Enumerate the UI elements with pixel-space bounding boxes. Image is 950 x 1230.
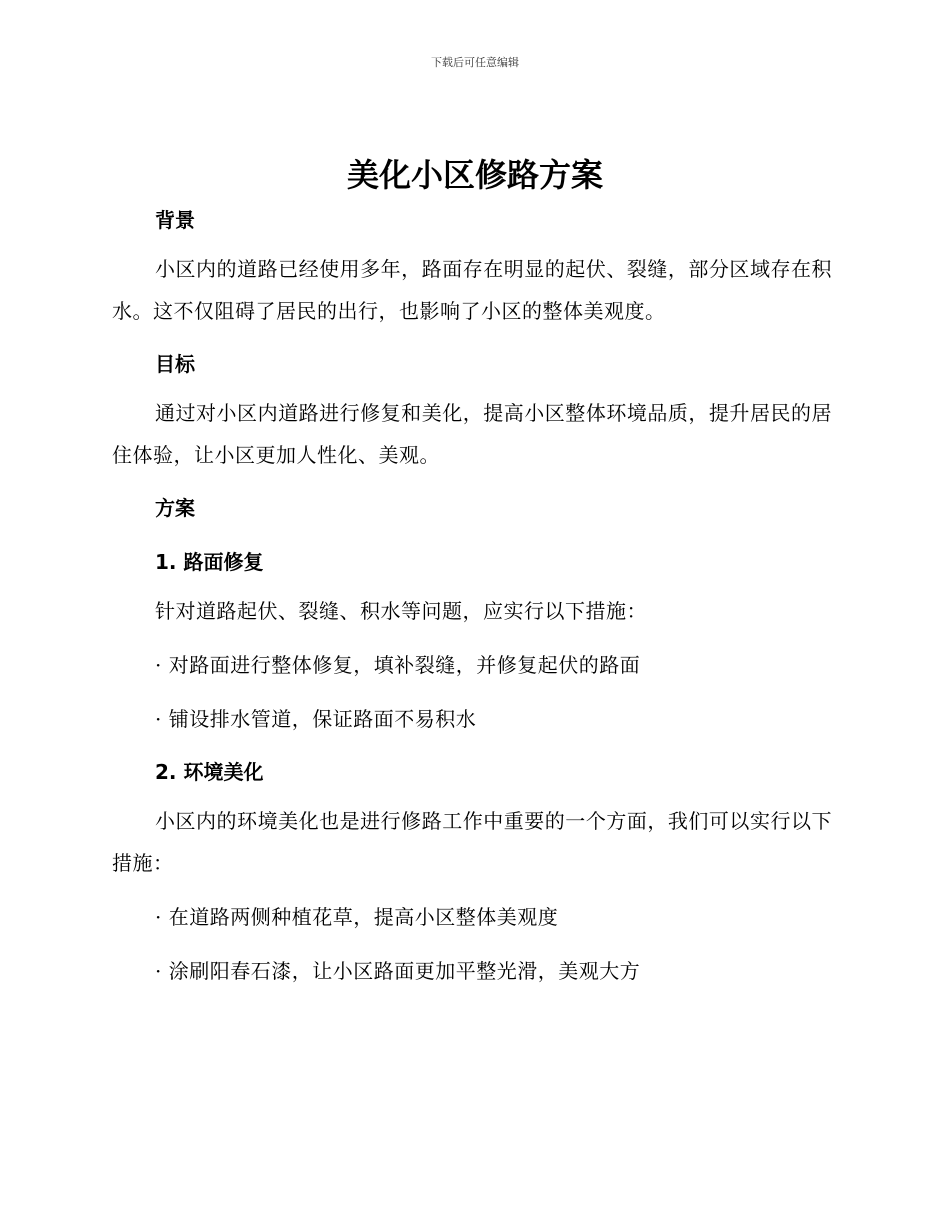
road-repair-heading: 1. 路面修复 — [155, 550, 264, 574]
plan-heading: 方案 — [155, 496, 195, 520]
header-note: 下载后可任意编辑 — [431, 56, 519, 69]
list-item: · 对路面进行整体修复，填补裂缝，并修复起伏的路面 — [155, 653, 641, 677]
env-beautify-intro: 小区内的环境美化也是进行修路工作中重要的一个方面，我们可以实行以下措施： — [112, 809, 832, 875]
background-heading: 背景 — [155, 208, 195, 232]
road-repair-intro: 针对道路起伏、裂缝、积水等问题，应实行以下措施： — [155, 599, 647, 623]
env-beautify-heading: 2. 环境美化 — [155, 760, 264, 784]
goal-heading: 目标 — [155, 352, 195, 376]
list-item: · 涂刷阳春石漆，让小区路面更加平整光滑，美观大方 — [155, 959, 641, 983]
list-item: · 铺设排水管道，保证路面不易积水 — [155, 707, 477, 731]
background-paragraph: 小区内的道路已经使用多年，路面存在明显的起伏、裂缝，部分区域存在积水。这不仅阻碍了居民的出行，也影响了小区的整体美观度。 — [112, 257, 832, 323]
document-body — [112, 200, 832, 1004]
page-title: 美化小区修路方案 — [346, 156, 603, 194]
goal-paragraph: 通过对小区内道路进行修复和美化，提高小区整体环境品质，提升居民的居住体验，让小区更加人性化、美观。 — [112, 401, 832, 467]
list-item: · 在道路两侧种植花草，提高小区整体美观度 — [155, 905, 559, 929]
